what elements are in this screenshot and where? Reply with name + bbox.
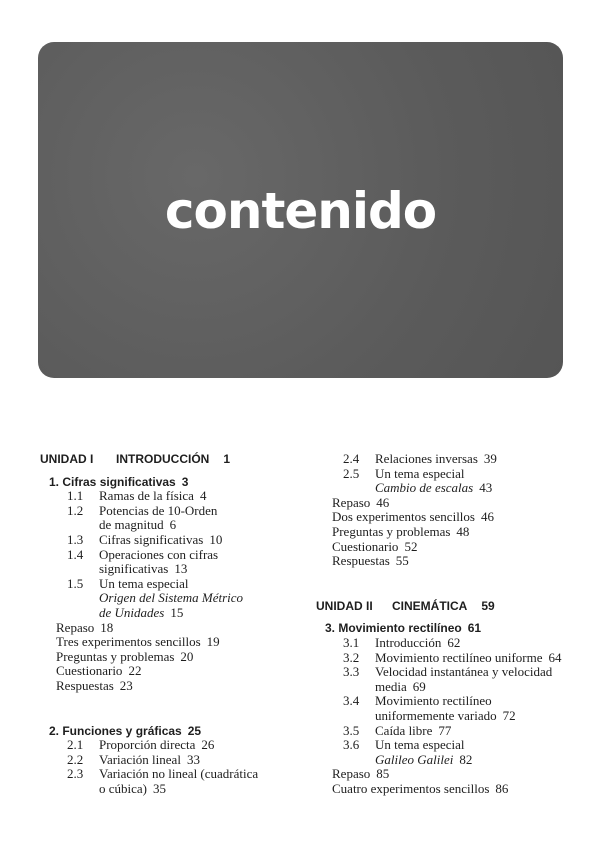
toc-section[interactable]: 3.6 Un tema especial <box>343 737 465 753</box>
toc-section[interactable]: 3.5 Caída libre 77 <box>343 722 452 738</box>
toc-section[interactable]: 1.1 Ramas de la física 4 <box>67 488 207 504</box>
chapter-heading[interactable]: 1. Cifras significativas 3 <box>49 474 189 489</box>
toc-item[interactable]: Tres experimentos sencillos 19 <box>56 634 220 650</box>
toc-section[interactable]: 2.1 Proporción directa 26 <box>67 737 215 753</box>
toc-section[interactable]: 1.3 Cifras significativas 10 <box>67 531 223 547</box>
toc-section[interactable]: 2.4 Relaciones inversas 39 <box>343 451 497 466</box>
toc-item[interactable]: Cuestionario 22 <box>56 663 142 679</box>
chapter-heading[interactable]: 3. Movimiento rectilíneo 61 <box>325 621 482 636</box>
toc-section[interactable]: 3.1 Introducción 62 <box>343 634 461 650</box>
toc-section-cont[interactable]: Cambio de escalas 43 <box>375 480 493 496</box>
toc-section[interactable]: 3.2 Movimiento rectilíneo uniforme 64 <box>343 649 562 665</box>
toc-section-cont[interactable]: uniformemente variado 72 <box>375 707 516 723</box>
toc-item[interactable]: Respuestas 55 <box>332 553 409 569</box>
toc-item[interactable]: Repaso 46 <box>332 494 390 510</box>
toc-section-cont[interactable]: o cúbica) 35 <box>99 780 167 796</box>
toc-section-cont[interactable]: Galileo Galilei 82 <box>375 751 473 767</box>
toc-item[interactable]: Cuatro experimentos sencillos 86 <box>332 780 509 796</box>
toc-section-cont[interactable]: Origen del Sistema Métrico <box>99 590 244 606</box>
toc-left-column <box>40 452 290 796</box>
toc-section[interactable]: 1.2 Potencias de 10-Orden <box>67 502 218 518</box>
toc-right-column <box>316 452 576 796</box>
toc-section-cont[interactable]: de magnitud 6 <box>99 517 177 533</box>
toc-section[interactable]: 3.4 Movimiento rectilíneo <box>343 693 492 709</box>
toc-item[interactable]: Cuestionario 52 <box>332 538 418 554</box>
toc-section[interactable]: 3.3 Velocidad instantánea y velocidad <box>343 664 553 680</box>
page-title: contenido <box>164 182 437 240</box>
toc-section[interactable]: 1.4 Operaciones con cifras <box>67 546 219 562</box>
toc-section[interactable]: 2.2 Variación lineal 33 <box>67 751 200 767</box>
toc-section-cont[interactable]: significativas 13 <box>99 561 188 577</box>
unit-heading[interactable]: UNIDAD II CINEMÁTICA 59 <box>316 598 495 613</box>
chapter-heading[interactable]: 2. Funciones y gráficas 25 <box>49 723 202 738</box>
toc-section[interactable]: 1.5 Un tema especial <box>67 575 189 591</box>
toc-item[interactable]: Preguntas y problemas 48 <box>332 523 470 539</box>
title-banner <box>38 42 563 378</box>
toc-item[interactable]: Repaso 18 <box>56 619 114 635</box>
toc-section[interactable]: 2.5 Un tema especial <box>343 465 465 481</box>
unit-heading[interactable]: UNIDAD I INTRODUCCIÓN 1 <box>40 452 231 466</box>
toc-item[interactable]: Repaso 85 <box>332 766 390 782</box>
toc-item[interactable]: Respuestas 23 <box>56 677 133 693</box>
toc-item[interactable]: Dos experimentos sencillos 46 <box>332 509 494 525</box>
toc-section-cont[interactable]: de Unidades 15 <box>99 604 184 620</box>
toc-section[interactable]: 2.3 Variación no lineal (cuadrática <box>67 766 259 782</box>
toc-section-cont[interactable]: media 69 <box>375 678 426 694</box>
toc-item[interactable]: Preguntas y problemas 20 <box>56 648 194 664</box>
